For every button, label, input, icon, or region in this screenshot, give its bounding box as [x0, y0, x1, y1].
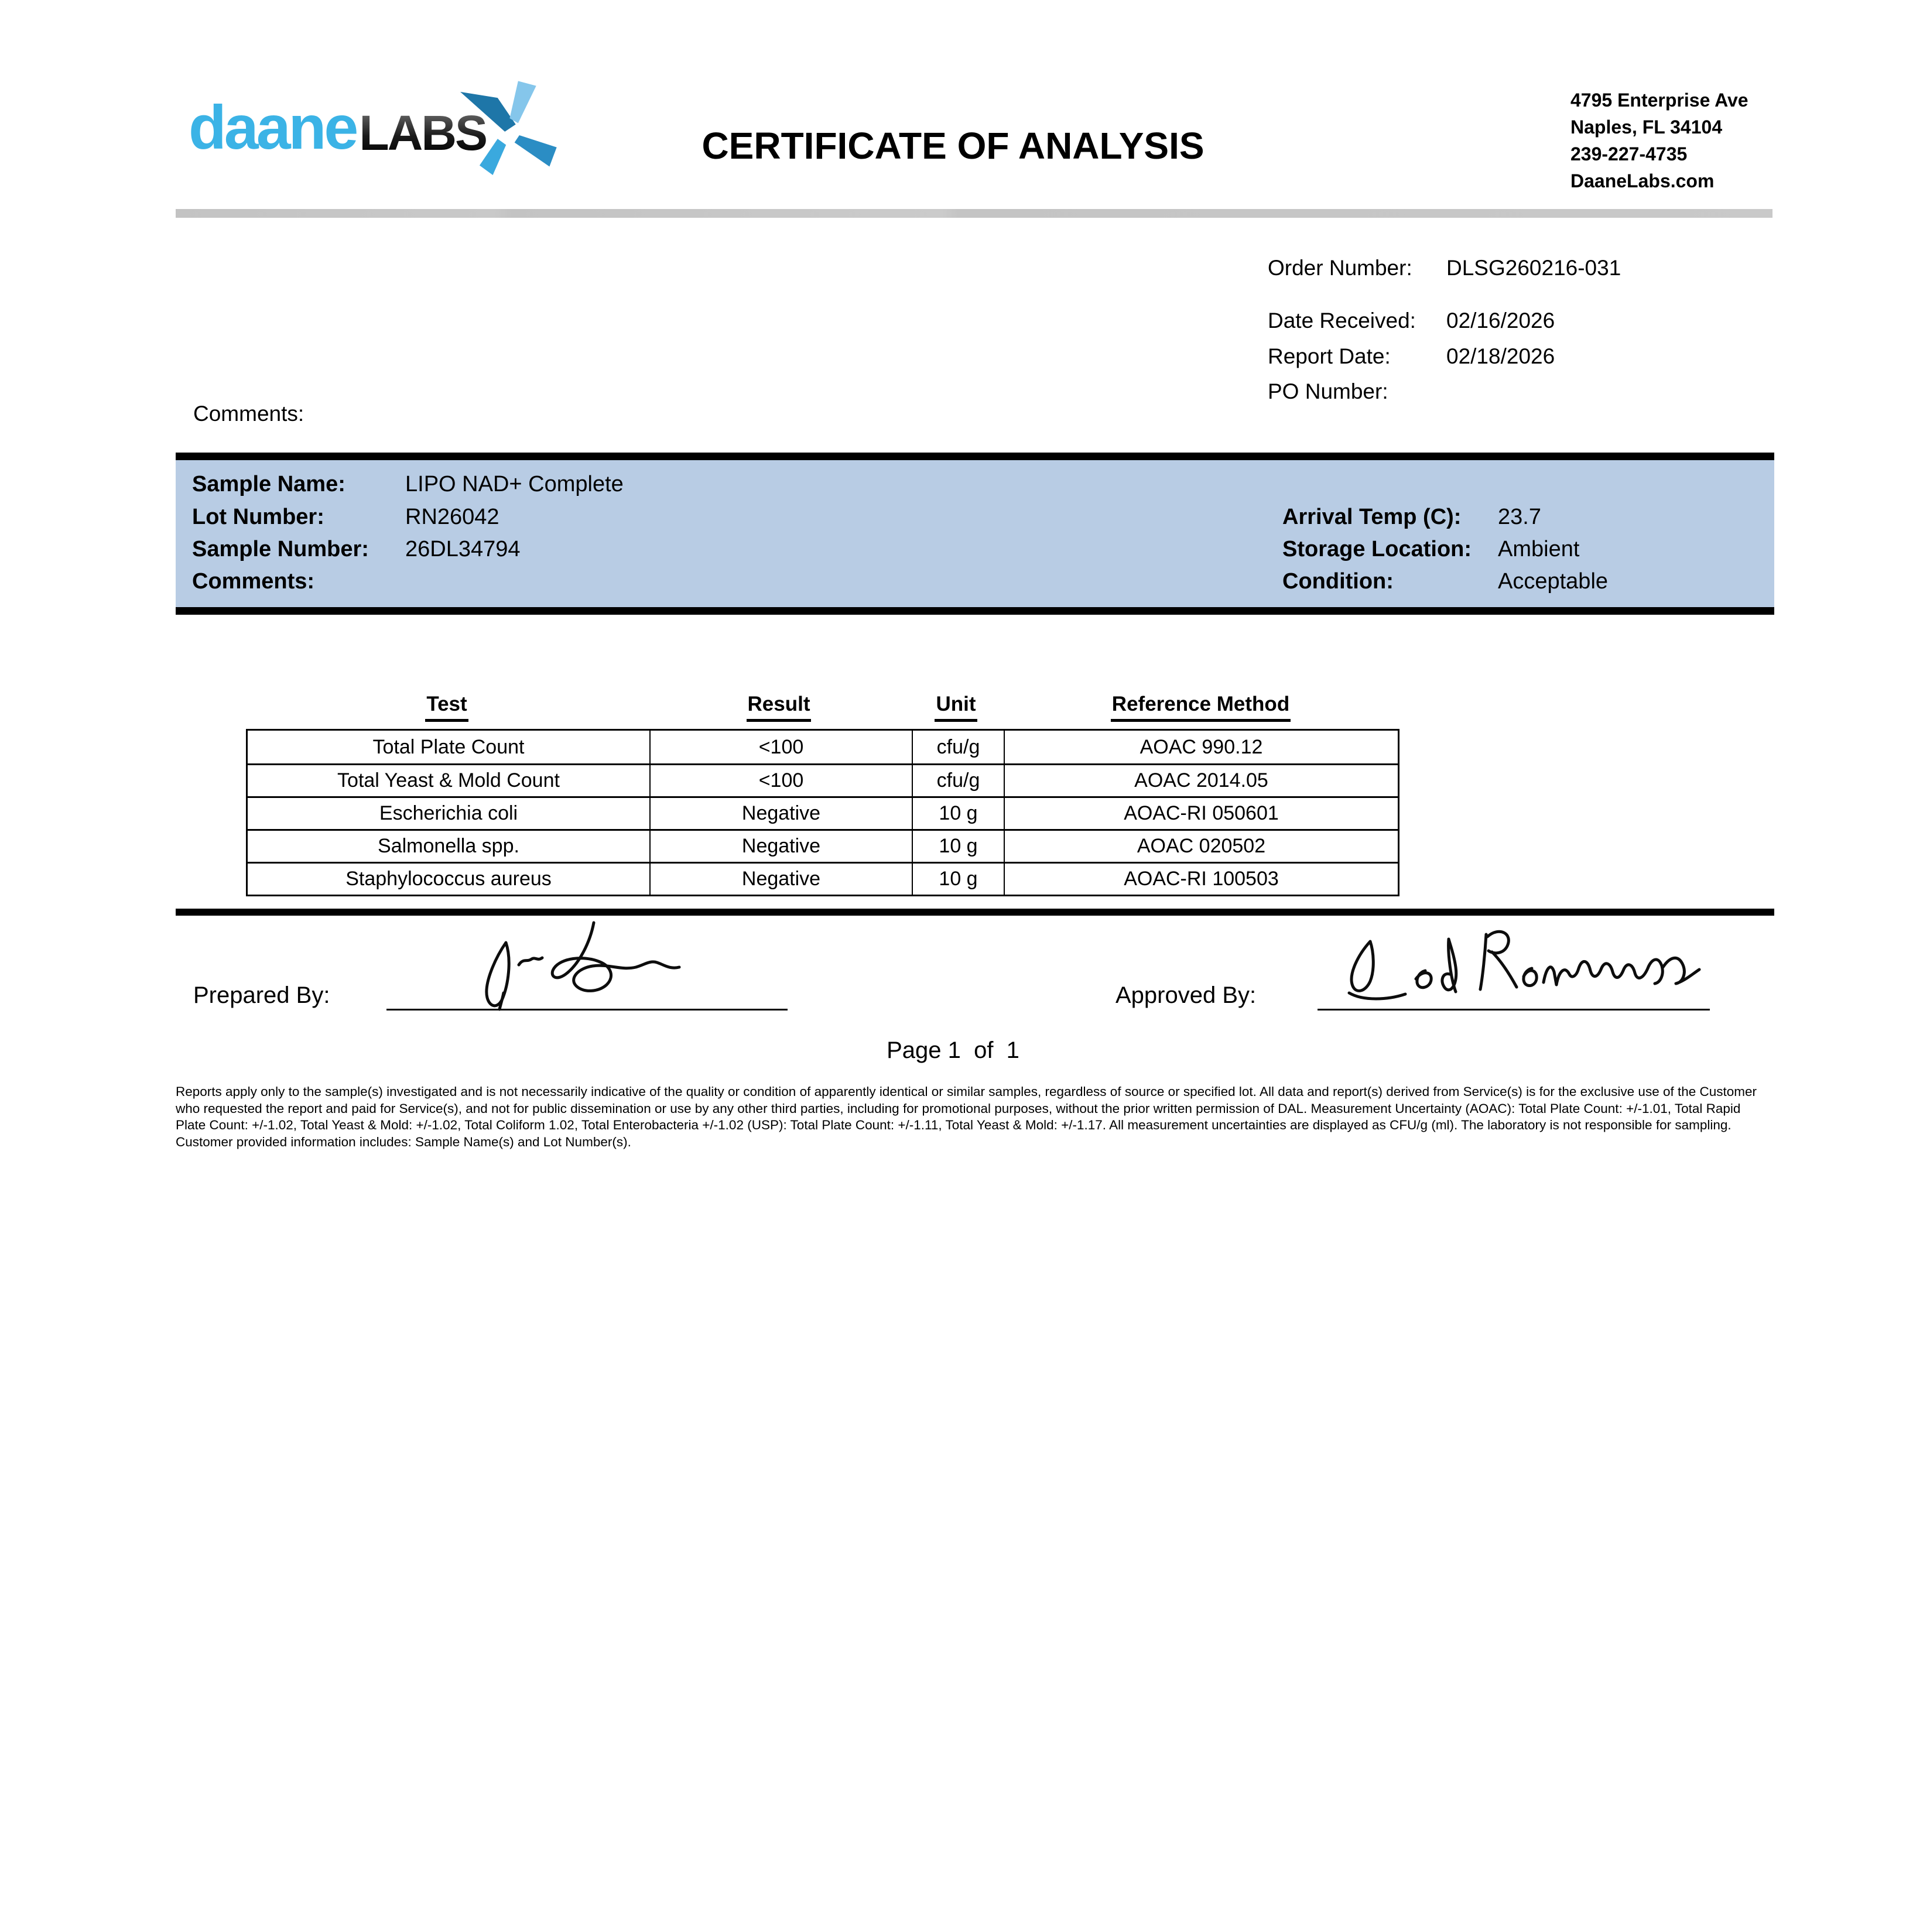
table-row	[248, 829, 1398, 862]
storage-location-value: Ambient	[1498, 537, 1580, 561]
address-line: 4795 Enterprise Ave	[1570, 90, 1748, 111]
table-row	[248, 862, 1398, 895]
cell-unit: cfu/g	[912, 731, 1004, 763]
prepared-by-label: Prepared By:	[193, 982, 330, 1008]
address-website: DaaneLabs.com	[1570, 170, 1715, 191]
sample-number-value: 26DL34794	[405, 537, 521, 561]
cell-unit: cfu/g	[912, 765, 1004, 796]
cell-test: Total Plate Count	[372, 735, 525, 758]
address-phone: 239-227-4735	[1570, 143, 1688, 165]
cell-method: AOAC-RI 050601	[1004, 798, 1398, 829]
condition-label: Condition:	[1282, 569, 1394, 594]
header-divider-bar	[176, 209, 1772, 218]
cell-result: <100	[649, 765, 912, 796]
cell-method: AOAC-RI 100503	[1004, 864, 1398, 895]
daane-labs-logo	[189, 93, 487, 162]
date-received-label: Date Received:	[1268, 309, 1416, 333]
disclaimer-text: Reports apply only to the sample(s) investigated and is not necessarily indicative of the quality or condition of apparently identical or similar samples, regardless of source or specified lot. All data and report(s) derived from Service(s) is for the exclusive use of the Customer who requested the report and paid for Service(s), and not for public dissemination or use by any other third parties, including for promotional purposes, without the prior written permission of DAL. Measurement Uncertainty (AOAC): Total Plate Count: +/-1.01, Total Rapid Plate Count: +/-1.02, Total Yeast & Mold: +/-1.02, Total Coliform 1.02, Total Enterobacteria +/-1.02 (USP): Total Plate Count: +/-1.11, Total Yeast & Mold: +/-1.17. All measurement uncertainties are displayed as CFU/g (ml). The laboratory is not responsible for sampling. Customer provided information includes: Sample Name(s) and Lot Number(s).	[176, 1084, 1757, 1149]
report-date-value: 02/18/2026	[1446, 344, 1555, 368]
approved-by-signature	[1335, 913, 1716, 1019]
lab-address-block	[1570, 87, 1748, 194]
column-header-unit: Unit	[910, 693, 1002, 722]
po-number-label: PO Number:	[1268, 379, 1388, 403]
arrival-temp-label: Arrival Temp (C):	[1282, 505, 1462, 529]
cell-test: Total Yeast & Mold Count	[337, 769, 560, 792]
approved-by-label: Approved By:	[1115, 982, 1257, 1008]
cell-result: Negative	[649, 831, 912, 862]
cell-unit: 10 g	[912, 831, 1004, 862]
arrival-temp-value: 23.7	[1498, 505, 1541, 529]
date-received-value: 02/16/2026	[1446, 309, 1555, 333]
table-row	[248, 731, 1398, 763]
cell-test: Staphylococcus aureus	[345, 868, 552, 890]
order-number-value: DLSG260216-031	[1446, 256, 1621, 280]
sample-info-box	[176, 453, 1774, 615]
cell-result: <100	[649, 731, 912, 763]
report-date-label: Report Date:	[1268, 344, 1391, 368]
cell-method: AOAC 020502	[1004, 831, 1398, 862]
prepared-by-signature	[468, 906, 714, 1023]
address-line: Naples, FL 34104	[1570, 117, 1723, 138]
cell-method: AOAC 990.12	[1004, 731, 1398, 763]
logo-labs-text: LABS	[359, 105, 487, 161]
lot-number-label: Lot Number:	[192, 505, 324, 529]
sample-name-value: LIPO NAD+ Complete	[405, 472, 624, 496]
column-header-reference-method: Reference Method	[1002, 693, 1399, 722]
order-number-label: Order Number:	[1268, 256, 1412, 280]
lot-number-value: RN26042	[405, 505, 499, 529]
cell-result: Negative	[649, 864, 912, 895]
column-header-result: Result	[648, 693, 910, 722]
cell-unit: 10 g	[912, 798, 1004, 829]
comments-label: Comments:	[193, 402, 304, 426]
cell-unit: 10 g	[912, 864, 1004, 895]
table-row	[248, 796, 1398, 829]
logo-daane-text: daane	[189, 93, 357, 162]
cell-result: Negative	[649, 798, 912, 829]
cell-test: Escherichia coli	[379, 802, 518, 824]
page-number: Page 1 of 1	[887, 1037, 1019, 1063]
results-table-header	[246, 693, 1399, 722]
cell-method: AOAC 2014.05	[1004, 765, 1398, 796]
results-table	[246, 729, 1399, 896]
sample-number-label: Sample Number:	[192, 537, 369, 561]
logo-pinwheel-icon	[460, 74, 563, 176]
cell-test: Salmonella spp.	[378, 835, 519, 857]
sample-comments-label: Comments:	[192, 569, 315, 594]
page-title: CERTIFICATE OF ANALYSIS	[702, 125, 1204, 167]
condition-value: Acceptable	[1498, 569, 1609, 594]
sample-name-label: Sample Name:	[192, 472, 345, 496]
column-header-test: Test	[246, 693, 648, 722]
storage-location-label: Storage Location:	[1282, 537, 1472, 561]
table-row	[248, 763, 1398, 796]
